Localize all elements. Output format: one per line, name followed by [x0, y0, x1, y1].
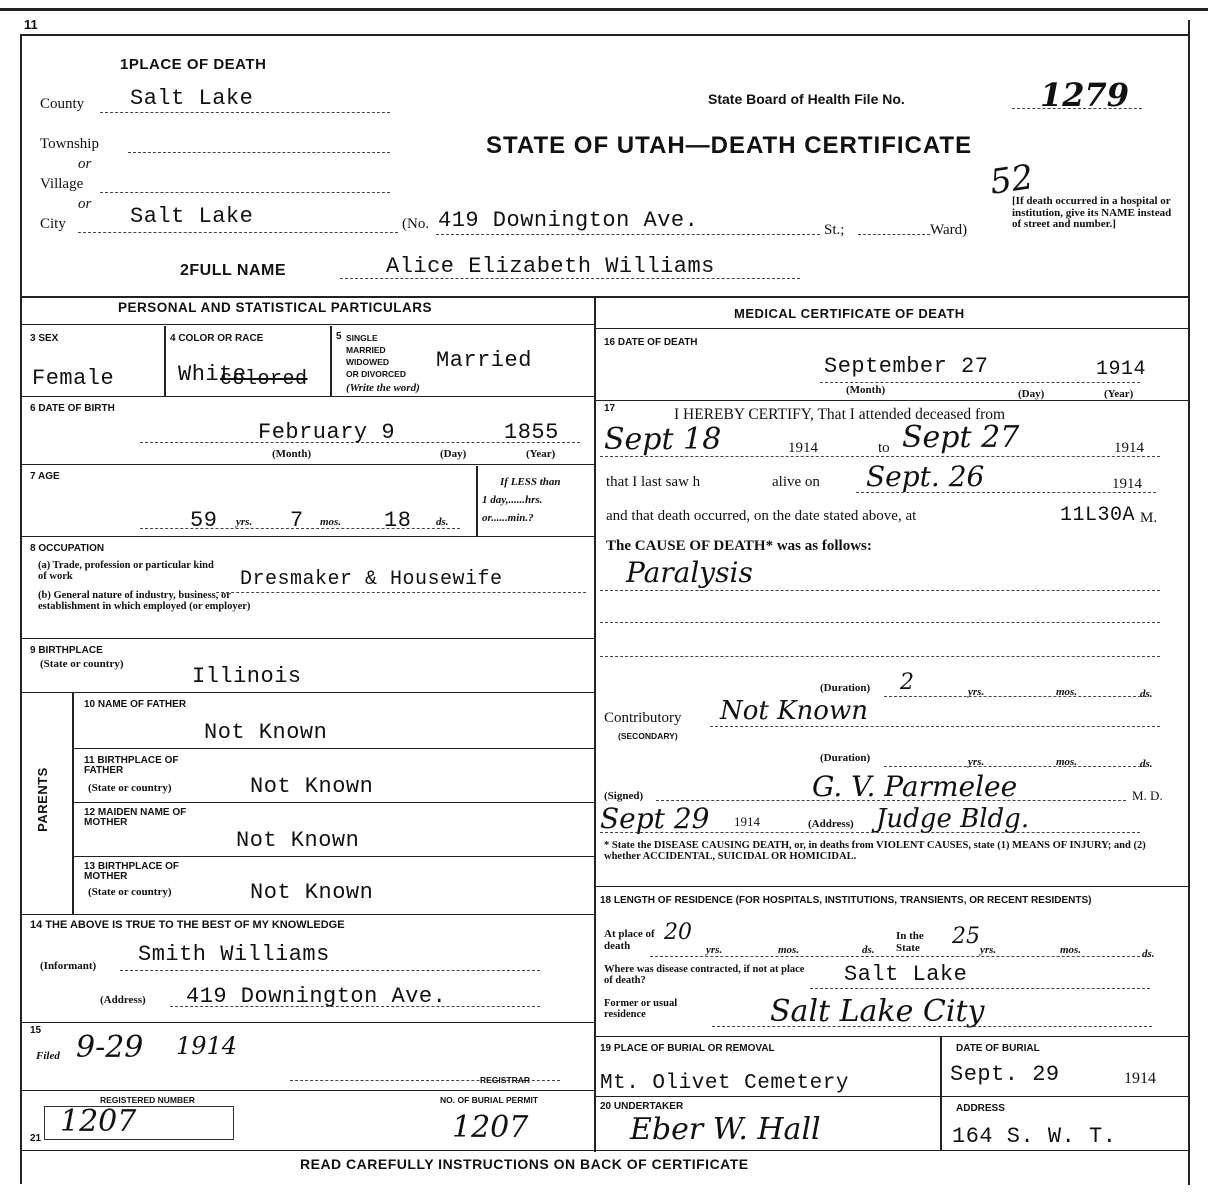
signed-label: (Signed)	[604, 790, 644, 802]
last-saw-text: that I last saw h	[606, 474, 701, 490]
address-label: (Address)	[100, 994, 146, 1006]
left-border	[20, 34, 22, 1184]
sex-label: 3 SEX	[30, 333, 59, 344]
signed-line	[656, 800, 1126, 801]
row-15-bottom	[22, 1090, 594, 1091]
to-label: to	[878, 440, 890, 456]
top-border	[0, 8, 1208, 11]
row-10-bottom	[72, 748, 594, 749]
county-value: Salt Lake	[130, 86, 254, 111]
personal-title-underline	[22, 324, 594, 325]
marital-option-married: MARRIED	[346, 345, 386, 355]
burial-date-value: Sept. 29	[950, 1062, 1060, 1087]
row-18-bottom	[594, 1036, 1188, 1037]
occupation-label: 8 OCCUPATION	[30, 543, 105, 554]
cause-line-3	[600, 656, 1160, 657]
dob-year-caption: (Year)	[526, 448, 556, 460]
where-contracted-line	[810, 988, 1150, 989]
certificate-title: STATE OF UTAH—DEATH CERTIFICATE	[486, 132, 973, 159]
county-line	[100, 112, 390, 113]
undertaker-address-value: 164 S. W. T.	[952, 1124, 1117, 1149]
death-time: 11L30A	[1060, 504, 1136, 527]
medical-section-title: MEDICAL CERTIFICATE OF DEATH	[734, 306, 965, 321]
marital-option-widowed: WIDOWED	[346, 357, 389, 367]
row-13-bottom	[22, 914, 594, 915]
address-value: 419 Downington Ave.	[186, 984, 447, 1009]
file-number: 1279	[1040, 76, 1130, 114]
inner-top-border	[20, 34, 1190, 36]
grid-top	[22, 296, 1188, 298]
street-prefix: (No.	[402, 216, 430, 232]
birthplace-sub: (State or country)	[40, 658, 124, 670]
ward-line	[858, 234, 930, 235]
sex-value: Female	[32, 366, 115, 391]
duration-yrs-2: yrs.	[968, 756, 985, 768]
birthplace-label: 9 BIRTHPLACE	[30, 645, 103, 656]
registered-number-label: REGISTERED NUMBER	[100, 1095, 195, 1105]
row-16-bottom	[594, 400, 1188, 401]
row-3-bottom	[22, 396, 594, 397]
cause-label: The CAUSE OF DEATH* was as follows:	[606, 538, 872, 554]
row-6-bottom	[22, 464, 594, 465]
dob-year: 1855	[504, 420, 559, 445]
row-7-bottom	[22, 536, 594, 537]
city-line	[78, 232, 398, 233]
burial-place-label: 19 PLACE OF BURIAL OR REMOVAL	[600, 1043, 775, 1054]
marital-option-single: SINGLE	[346, 333, 378, 343]
duration-mos-1: mos.	[1056, 686, 1078, 698]
death-occurred-text: and that death occurred, on the date stated above, at	[606, 508, 917, 524]
dod-year: 1914	[1096, 358, 1147, 381]
row-17-bottom	[594, 886, 1188, 887]
duration-mos-2: mos.	[1056, 756, 1078, 768]
row-9-bottom	[22, 692, 594, 693]
st-label: St.;	[824, 222, 845, 238]
mother-birth-label: 13 BIRTHPLACE OF MOTHER	[84, 861, 180, 882]
burial-permit-value: 1207	[452, 1110, 529, 1145]
personal-section-title: PERSONAL AND STATISTICAL PARTICULARS	[118, 300, 433, 315]
age-yrs-label: yrs.	[236, 516, 253, 528]
city-label: City	[40, 216, 66, 232]
last-saw-year: 1914	[1112, 476, 1142, 492]
dod-year-caption: (Year)	[1104, 388, 1134, 400]
father-birth-sub: (State or country)	[88, 782, 172, 794]
color-value: White	[178, 362, 247, 387]
occupation-a: (a) Trade, profession or particular kind of work	[38, 560, 214, 583]
contributory-line	[710, 726, 1160, 727]
informant-value: Smith Williams	[138, 942, 330, 967]
duration-label-1: (Duration)	[820, 682, 871, 694]
marital-hint: (Write the word)	[346, 382, 420, 394]
occupation-b: (b) General nature of industry, business, or establishment in which employed (or employer)	[38, 590, 251, 613]
row-8-bottom	[22, 638, 594, 639]
dob-month-caption: (Month)	[272, 448, 312, 460]
filed-num: 15	[30, 1025, 42, 1036]
at-place-yrs: yrs.	[706, 944, 723, 956]
at-place-label: At place of death	[604, 928, 655, 952]
reg-num: 21	[30, 1133, 42, 1144]
attended-to: Sept 27	[902, 420, 1020, 455]
duration-ds-2: ds.	[1140, 758, 1153, 770]
footnote: * State the DISEASE CAUSING DEATH, or, in deaths from VIOLENT CAUSES, state (1) MEANS OF INJURY; and (2) whether ACCIDENTAL, SUICIDAL OR HOMICIDAL.	[604, 840, 1146, 863]
at-place-ds: ds.	[862, 944, 875, 956]
street-line	[436, 234, 820, 235]
cause-value: Paralysis	[626, 556, 753, 589]
where-contracted-label: Where was disease contracted, if not at place of death?	[604, 964, 805, 986]
duration-line-2	[884, 766, 1146, 767]
row-21-bottom	[22, 1150, 1188, 1151]
in-state-yrs: yrs.	[980, 944, 997, 956]
in-state-ds: ds.	[1142, 948, 1155, 960]
row-11-bottom	[72, 802, 594, 803]
burial-place-value: Mt. Olivet Cemetery	[600, 1072, 849, 1095]
age-days: 18	[384, 508, 412, 533]
occupation-value: Dresmaker & Housewife	[240, 568, 503, 591]
marital-num: 5	[336, 331, 342, 342]
mother-birth-sub: (State or country)	[88, 886, 172, 898]
attended-to-year: 1914	[1114, 440, 1144, 456]
mother-name-label: 12 MAIDEN NAME OF MOTHER	[84, 807, 187, 828]
signed-value: G. V. Parmelee	[812, 770, 1018, 803]
informant-line	[120, 970, 540, 971]
marital-option-divorced: OR DIVORCED	[346, 369, 406, 379]
margin-scribble: 52	[987, 157, 1036, 203]
former-residence-label: Former or usual residence	[604, 998, 678, 1020]
dod-month-caption: (Month)	[846, 384, 886, 396]
attended-from: Sept 18	[604, 422, 722, 457]
father-birth-label: 11 BIRTHPLACE OF FATHER	[84, 755, 179, 776]
row-19-bottom	[594, 1096, 1188, 1097]
filed-value: 9-29	[76, 1030, 144, 1065]
contributory-label: Contributory	[604, 710, 682, 726]
full-name-label: 2FULL NAME	[180, 262, 287, 279]
certify-text: I HEREBY CERTIFY, That I attended deceased from	[674, 406, 1006, 423]
dod-line	[820, 382, 1140, 383]
last-saw-suffix: alive on	[772, 474, 820, 490]
village-line	[100, 192, 390, 193]
full-name-value: Alice Elizabeth Williams	[386, 254, 715, 279]
burial-year: 1914	[1124, 1070, 1156, 1087]
signed-year: 1914	[734, 814, 760, 829]
age-less-divider	[476, 466, 478, 536]
less-than-line-2: 1 day,......hrs.	[482, 494, 543, 506]
informant-header: 14 THE ABOVE IS TRUE TO THE BEST OF MY KNOWLEDGE	[30, 919, 345, 931]
duration-yrs-1: yrs.	[968, 686, 985, 698]
age-months: 7	[290, 508, 304, 533]
place-of-death-label: 1PLACE OF DEATH	[120, 56, 267, 73]
residence-label: 18 LENGTH OF RESIDENCE (FOR HOSPITALS, INSTITUTIONS, TRANSIENTS, OR RECENT RESIDENTS)	[600, 895, 1092, 906]
med-address-line	[600, 832, 1140, 833]
ward-label: Ward)	[930, 222, 968, 238]
footer-instructions: READ CAREFULLY INSTRUCTIONS ON BACK OF CERTIFICATE	[300, 1156, 749, 1172]
last-saw-value: Sept. 26	[866, 460, 985, 493]
at-place-mos: mos.	[778, 944, 800, 956]
village-label: Village	[40, 176, 84, 192]
registered-number-value: 1207	[60, 1104, 137, 1139]
parents-left-divider	[72, 692, 74, 914]
duration-label-2: (Duration)	[820, 752, 871, 764]
hospital-note: [If death occurred in a hospital or institution, give its NAME instead of street and number.]	[1012, 195, 1172, 231]
less-than-line-3: or......min.?	[482, 512, 534, 524]
or-label-2: or	[78, 196, 92, 212]
age-years: 59	[190, 508, 218, 533]
certify-num: 17	[604, 403, 616, 414]
undertaker-value: Eber W. Hall	[630, 1112, 821, 1147]
where-contracted-value: Salt Lake	[844, 962, 968, 987]
medical-title-underline	[594, 328, 1188, 329]
time-suffix: M.	[1140, 510, 1158, 526]
md-label: M. D.	[1132, 788, 1163, 803]
corner-mark: 11	[24, 17, 38, 32]
sex-color-divider	[164, 326, 166, 396]
age-mos-label: mos.	[320, 516, 342, 528]
marital-value: Married	[436, 348, 532, 373]
color-marital-divider	[330, 326, 332, 396]
dob-month-day: February 9	[258, 420, 396, 445]
or-label-1: or	[78, 156, 92, 172]
undertaker-address-label: ADDRESS	[956, 1103, 1005, 1114]
filed-year: 1914	[176, 1032, 238, 1060]
burial-date-divider	[940, 1036, 942, 1150]
registrar-label: REGISTRAR	[480, 1075, 531, 1085]
dod-day-caption: (Day)	[1018, 388, 1045, 400]
duration-value: 2	[900, 670, 914, 695]
secondary-label: (SECONDARY)	[618, 731, 678, 741]
med-address-label: (Address)	[808, 818, 854, 830]
father-name-label: 10 NAME OF FATHER	[84, 699, 187, 710]
dob-label: 6 DATE OF BIRTH	[30, 403, 115, 414]
age-label: 7 AGE	[30, 471, 60, 482]
county-label: County	[40, 96, 85, 112]
in-state-label: In the State	[896, 930, 924, 954]
burial-permit-label: NO. OF BURIAL PERMIT	[440, 1095, 539, 1105]
mother-name-value: Not Known	[236, 828, 360, 853]
former-residence-value: Salt Lake City	[770, 994, 985, 1029]
row-12-bottom	[72, 856, 594, 857]
attended-from-year: 1914	[788, 440, 818, 456]
color-label: 4 COLOR OR RACE	[170, 333, 264, 344]
undertaker-label: 20 UNDERTAKER	[600, 1101, 684, 1112]
cause-line-1	[600, 590, 1160, 591]
age-ds-label: ds.	[436, 516, 449, 528]
file-label: State Board of Health File No.	[708, 91, 905, 107]
right-border	[1188, 20, 1190, 1185]
informant-label: (Informant)	[40, 960, 97, 972]
in-state-value: 25	[952, 924, 980, 949]
duration-line-1	[884, 696, 1146, 697]
center-divider	[594, 296, 596, 1152]
birthplace-value: Illinois	[192, 664, 302, 689]
dob-day-caption: (Day)	[440, 448, 467, 460]
in-state-mos: mos.	[1060, 944, 1082, 956]
at-place-value: 20	[664, 920, 692, 945]
color-struck: colored	[220, 368, 308, 391]
father-name-value: Not Known	[204, 720, 328, 745]
less-than-line-1: If LESS than	[500, 476, 561, 488]
cause-line-2	[600, 622, 1160, 623]
row-14-bottom	[22, 1022, 594, 1023]
city-value: Salt Lake	[130, 204, 254, 229]
mother-birth-value: Not Known	[250, 880, 374, 905]
contributory-value: Not Known	[720, 696, 868, 726]
former-residence-line	[712, 1026, 1152, 1027]
burial-date-label: DATE OF BURIAL	[956, 1043, 1040, 1054]
signed-date: Sept 29	[600, 802, 710, 835]
township-label: Township	[40, 136, 99, 152]
dod-label: 16 DATE OF DEATH	[604, 337, 698, 348]
street-value: 419 Downington Ave.	[438, 208, 699, 233]
duration-ds-1: ds.	[1140, 688, 1153, 700]
at-place-line	[650, 956, 1150, 957]
occupation-line	[216, 592, 586, 593]
township-line	[128, 152, 390, 153]
med-address-value: Judge Bldg.	[876, 804, 1030, 834]
father-birth-value: Not Known	[250, 774, 374, 799]
dod-value: September 27	[824, 354, 989, 379]
filed-label: Filed	[36, 1050, 60, 1062]
parents-label: PARENTS	[34, 767, 50, 832]
